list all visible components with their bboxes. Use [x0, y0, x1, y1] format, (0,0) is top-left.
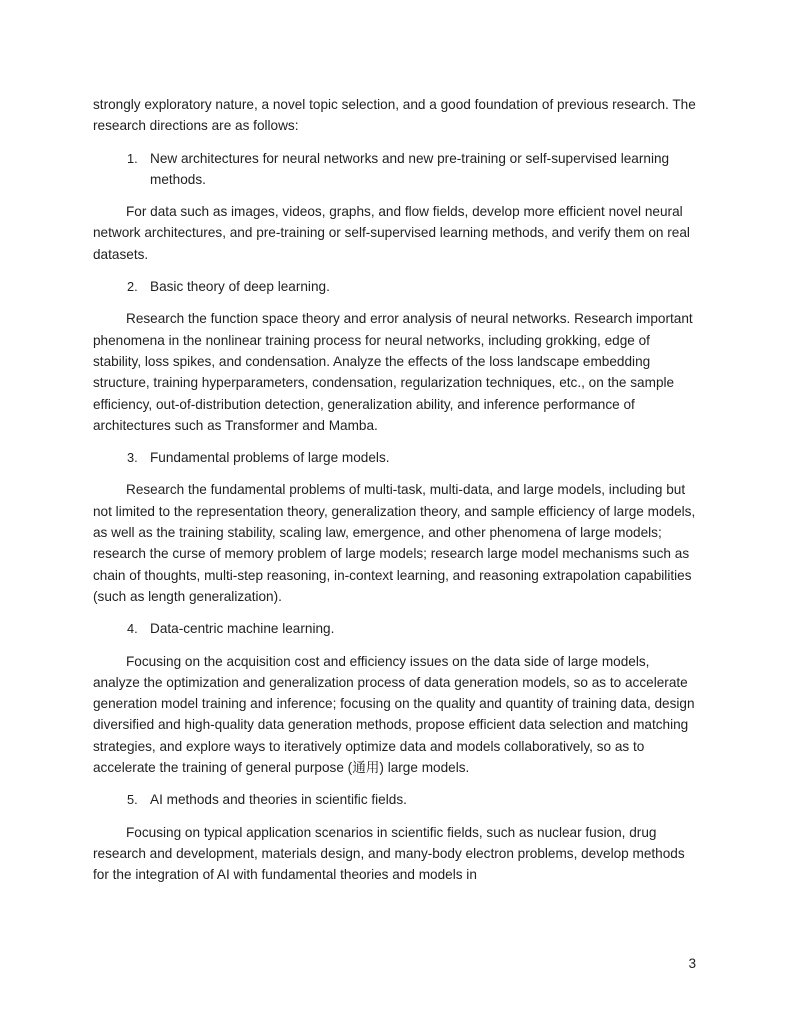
list-number: 3.	[127, 450, 138, 466]
body-paragraph-5: Focusing on typical application scenarios in scientific fields, such as nuclear fusion, drug research and development, materials design, and many-body electron problems, develop methods for the integration of AI with fundamental theories and models in	[93, 824, 685, 883]
list-item-2	[127, 276, 697, 297]
list-item-title: Fundamental problems of large models.	[150, 450, 390, 466]
list-item-5	[127, 789, 697, 810]
body-paragraph-3: Research the fundamental problems of multi-task, multi-data, and large models, including but not limited to the representation theory, generalization theory, and sample efficiency of large models, as well as the training stability, scaling law, emergence, and other phenomena of large models; research the curse of memory problem of large models; research large model mechanisms such as chain of thoughts, multi-step reasoning, in-context learning, and reasoning extrapolation capabilities (such as length generalization).	[93, 482, 696, 604]
intro-paragraph: strongly exploratory nature, a novel topic selection, and a good foundation of previous research. The research directions are as follows:	[93, 97, 696, 134]
list-item-3	[127, 447, 697, 468]
list-number: 1.	[127, 150, 138, 166]
list-item-1	[127, 148, 697, 191]
body-paragraph-2: Research the function space theory and error analysis of neural networks. Research important phenomena in the nonlinear training process for neural networks, including grokking, edge of stability, loss spikes, and condensation. Analyze the effects of the loss landscape embedding structure, training hyperparameters, condensation, regularization techniques, etc., on the sample efficiency, out-of-distribution detection, generalization ability, and inference performance of architectures such as Transformer and Mamba.	[93, 311, 693, 433]
list-number: 5.	[127, 792, 138, 808]
list-number: 2.	[127, 279, 138, 295]
list-item-title: Data-centric machine learning.	[150, 621, 335, 637]
body-paragraph-4: Focusing on the acquisition cost and efficiency issues on the data side of large models, analyze the optimization and generalization process of data generation models, so as to accelerate generation model training and inference; focusing on the quality and quantity of training data, design diversified and high-quality data generation methods, propose efficient data selection and matching strategies, and explore ways to iteratively optimize data and models collaboratively, so as to accelerate the training of general purpose (通用) large models.	[93, 653, 695, 776]
list-item-4	[127, 618, 697, 639]
body-paragraph-1: For data such as images, videos, graphs, and flow fields, develop more efficient novel neural network architectures, and pre-training or self-supervised learning methods, and verify them on real datasets.	[93, 204, 690, 262]
list-item-title: New architectures for neural networks and new pre-training or self-supervised learning methods.	[150, 150, 670, 187]
list-item-title: Basic theory of deep learning.	[150, 279, 330, 295]
list-item-title: AI methods and theories in scientific fields.	[150, 792, 407, 808]
list-number: 4.	[127, 621, 138, 637]
page-number: 3	[688, 955, 696, 971]
